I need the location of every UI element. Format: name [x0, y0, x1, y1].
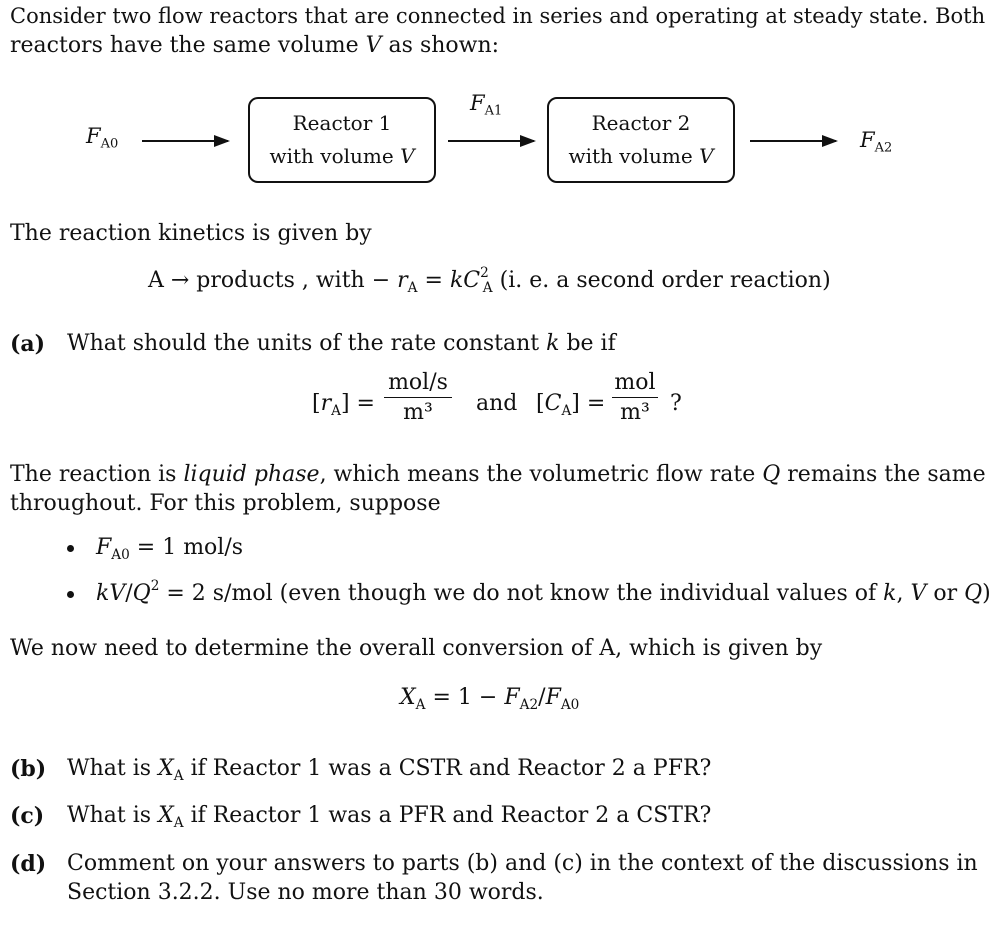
ca-units-fraction: mol m³ — [612, 370, 658, 425]
ra-units-lhs: $[r_A]$ = — [312, 391, 375, 419]
part-d-line-1: Comment on your answers to parts (b) and (c) in the context of the discussions in — [67, 851, 978, 876]
conversion-text: We now need to determine the overall conversion of A, which is given by — [10, 636, 823, 661]
intro-line-2: reactors have the same volume V as shown: — [10, 33, 500, 58]
reactor-2-box — [547, 97, 735, 183]
liquid-line-2: throughout. For this problem, suppose — [10, 491, 441, 516]
part-d-line-2: Section 3.2.2. Use no more than 30 words. — [67, 880, 544, 905]
part-a-text: What should the units of the rate constant k be if — [67, 331, 616, 356]
part-d-label: (d) — [10, 851, 47, 877]
reactor-2-subtitle: with volume V — [568, 144, 714, 168]
arrow-in — [142, 140, 228, 142]
kinetics-intro: The reaction kinetics is given by — [10, 221, 372, 246]
conversion-equation: $X_A = 1 - F_{A2}/F_{A0}$ — [400, 685, 580, 713]
reactor-1-box — [248, 97, 436, 183]
part-c-label: (c) — [10, 803, 45, 829]
and-text: and — [476, 391, 518, 416]
arrow-between — [448, 140, 534, 142]
fa0-label: $F_{A0}$ — [86, 124, 119, 152]
part-a-label: (a) — [10, 331, 46, 357]
arrow-out — [750, 140, 836, 142]
reactor-2-title: Reactor 2 — [591, 111, 691, 135]
part-b-text: What is $X_A$ if Reactor 1 was a CSTR and Reactor 2 a PFR? — [67, 756, 712, 784]
kinetics-equation: A → products , with − $r_A = kC^2_A$ (i. e. a second order reaction) — [148, 264, 831, 296]
bullet-dot — [67, 545, 74, 552]
part-b-label: (b) — [10, 756, 47, 782]
bullet-kvq: $kV/Q^2 = 2$ s/mol (even though we do not know the individual values of k, V or Q) — [96, 577, 991, 606]
bullet-fa0: $F_{A0} = 1$ mol/s — [96, 535, 244, 563]
reactor-1-title: Reactor 1 — [292, 111, 392, 135]
intro-line-1: Consider two flow reactors that are connected in series and operating at steady state. Both — [10, 4, 986, 28]
part-c-text: What is $X_A$ if Reactor 1 was a PFR and Reactor 2 a CSTR? — [67, 803, 712, 831]
liquid-line-1: The reaction is liquid phase, which means the volumetric flow rate Q remains the same — [10, 462, 986, 487]
ca-units-lhs: $[C_A]$ = — [536, 391, 606, 419]
ra-units-fraction: mol/s m³ — [384, 370, 452, 425]
bullet-dot — [67, 591, 74, 598]
fa2-label: $F_{A2}$ — [860, 128, 893, 156]
fa1-label: $F_{A1}$ — [470, 91, 503, 119]
question-mark: ? — [670, 391, 682, 416]
reactor-1-subtitle: with volume V — [269, 144, 415, 168]
